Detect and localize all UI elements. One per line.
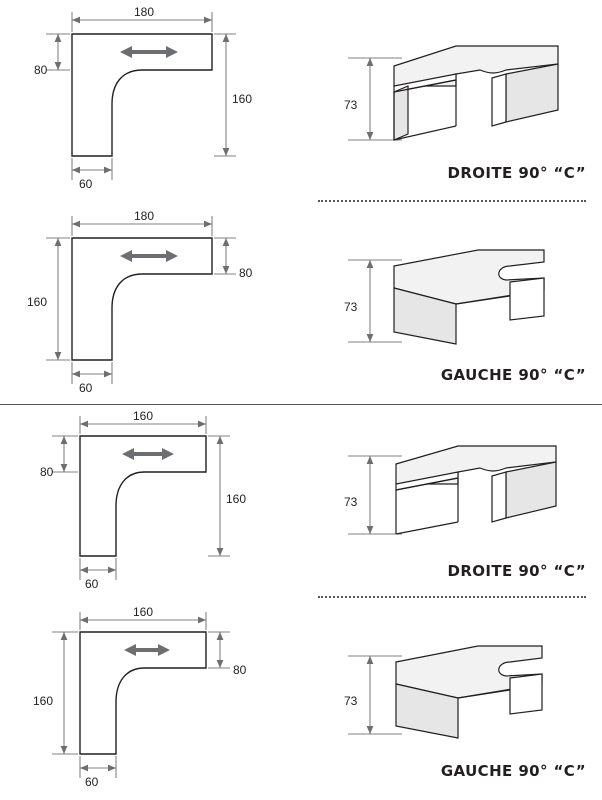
plan-180-droite bbox=[20, 4, 300, 194]
dim-return-60-a: 60 bbox=[79, 177, 93, 191]
dim-height-73-d: 73 bbox=[344, 694, 358, 708]
dim-return-60-c: 60 bbox=[85, 577, 99, 591]
dim-depth-160-a: 160 bbox=[232, 92, 253, 106]
dim-depth-80-a: 80 bbox=[34, 63, 48, 77]
dim-depth-160-b: 160 bbox=[27, 295, 48, 309]
dim-width-180-a: 180 bbox=[134, 5, 155, 19]
dim-height-73-b: 73 bbox=[344, 300, 358, 314]
dim-width-160-a: 160 bbox=[133, 409, 154, 423]
dim-height-73-a: 73 bbox=[344, 98, 358, 112]
dim-depth-160-c: 160 bbox=[226, 492, 247, 506]
dim-return-60-d: 60 bbox=[85, 775, 99, 789]
dotted-separator-bottom bbox=[318, 596, 586, 598]
dim-return-60-b: 60 bbox=[79, 381, 93, 395]
dim-depth-160-d: 160 bbox=[33, 694, 54, 708]
plan-160-droite bbox=[20, 408, 300, 594]
plan-180-gauche bbox=[20, 208, 300, 398]
view-160-droite bbox=[330, 430, 590, 556]
plan-160-gauche bbox=[20, 604, 300, 794]
section-divider bbox=[0, 404, 602, 405]
view-180-droite bbox=[330, 30, 590, 160]
dim-depth-80-c: 80 bbox=[40, 465, 54, 479]
caption-gauche-180: GAUCHE 90° “C” bbox=[440, 366, 586, 384]
caption-droite-180: DROITE 90° “C” bbox=[447, 164, 586, 182]
dim-depth-80-b: 80 bbox=[239, 266, 253, 280]
dotted-separator-top bbox=[318, 200, 586, 202]
dim-depth-80-d: 80 bbox=[233, 663, 247, 677]
dim-width-160-b: 160 bbox=[133, 605, 154, 619]
caption-droite-160: DROITE 90° “C” bbox=[447, 562, 586, 580]
caption-gauche-160: GAUCHE 90° “C” bbox=[440, 762, 586, 780]
view-180-gauche bbox=[330, 232, 590, 362]
dim-height-73-c: 73 bbox=[344, 495, 358, 509]
dim-width-180-b: 180 bbox=[134, 209, 155, 223]
view-160-gauche bbox=[330, 628, 590, 758]
